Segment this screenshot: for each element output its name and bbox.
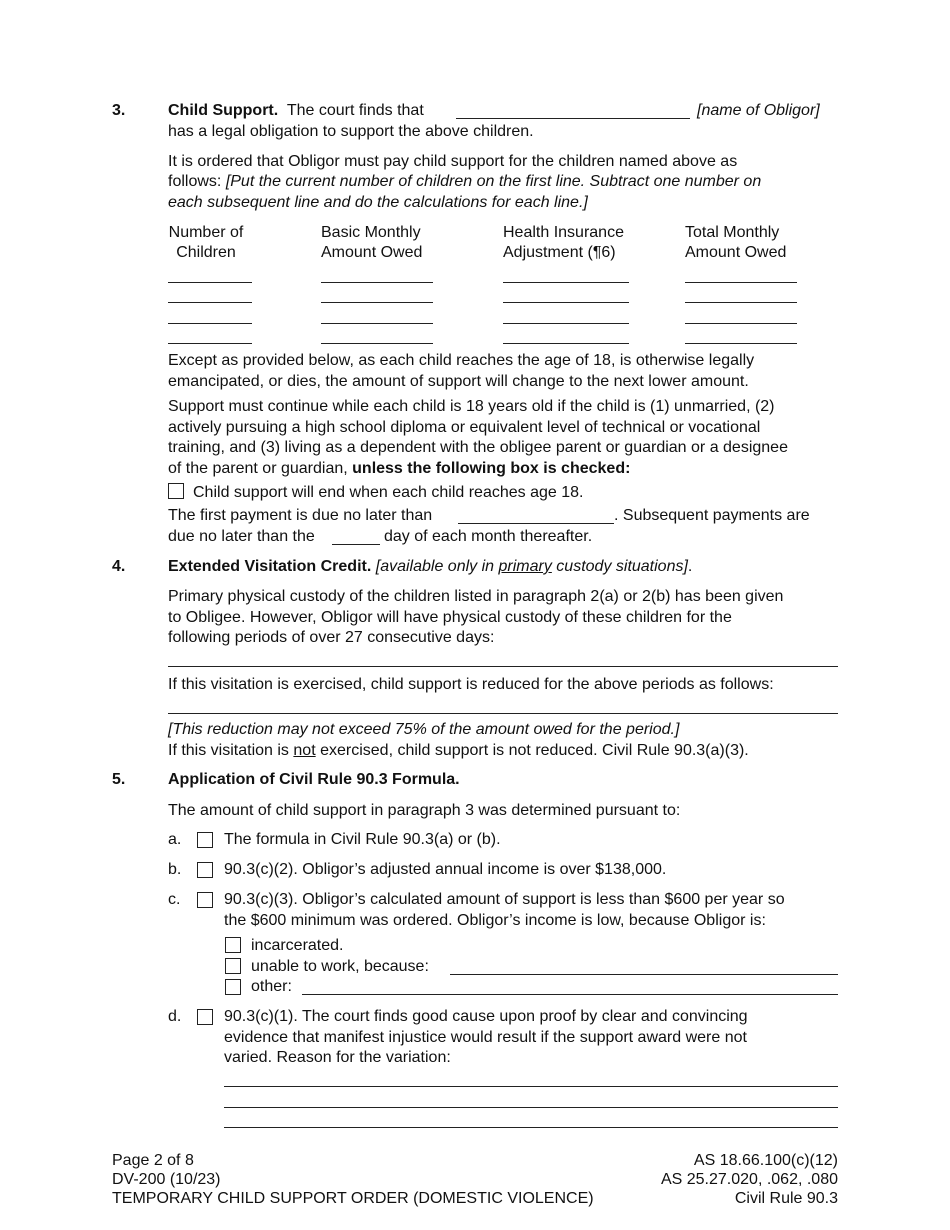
health-field-row-3[interactable] [503,323,629,324]
footer-page: Page 2 of 8 [112,1152,194,1169]
option-b-label: b. [168,861,182,878]
section-5-title: Application of Civil Rule 90.3 Formula. [168,771,460,788]
col-header-line: Adjustment (¶6) [503,244,616,261]
option-d-label: d. [168,1008,182,1025]
health-field-row-1[interactable] [503,282,629,283]
continue-text-4b: unless the following box is checked: [352,460,631,477]
section-4-number: 4. [112,558,126,575]
subsequent-text: . Subsequent payments are [614,507,810,524]
option-d-text-1: 90.3(c)(1). The court finds good cause upon proof by clear and convincing [224,1008,748,1025]
col-header-line: Basic Monthly [321,224,421,241]
total-field-row-4[interactable] [685,343,797,344]
option-d-text-2: evidence that manifest injustice would result if the support award were not [224,1029,747,1046]
except-text-2: emancipated, or dies, the amount of support will change to the next lower amount. [168,373,749,390]
option-c-text-1: 90.3(c)(3). Obligor’s calculated amount of support is less than $600 per year so [224,891,785,908]
col-header-children [164,223,248,263]
due-text-a: due no later than the [168,528,315,545]
health-field-row-2[interactable] [503,302,629,303]
total-field-row-2[interactable] [685,302,797,303]
option-a-text: The formula in Civil Rule 90.3(a) or (b). [224,831,501,848]
basic-field-row-1[interactable] [321,282,433,283]
custody-text-2: to Obligee. However, Obligor will have physical custody of these children for the [168,609,732,626]
not-exercised-b: exercised, child support is not reduced. Civil Rule 90.3(a)(3). [320,742,749,759]
section-3-intro-cont: has a legal obligation to support the above children. [168,123,534,140]
first-payment-text: The first payment is due no later than [168,507,433,524]
option-a-checkbox[interactable] [197,832,213,848]
footer-ref-2: AS 25.27.020, .062, .080 [660,1171,838,1188]
continue-text-4a: of the parent or guardian, [168,460,348,477]
section-4-hint-primary: primary [498,558,552,575]
basic-field-row-2[interactable] [321,302,433,303]
col-header-line: Health Insurance [503,224,624,241]
order-text-1: It is ordered that Obligor must pay child support for the children named above as [168,153,738,170]
total-field-row-1[interactable] [685,282,797,283]
reduction-limit-text: [This reduction may not exceed 75% of the amount owed for the period.] [168,721,680,738]
section-4-hint-b: custody situations] [556,558,688,575]
other-checkbox[interactable] [225,979,241,995]
option-c-text-2: the $600 minimum was ordered. Obligor’s income is low, because Obligor is: [224,912,766,929]
col-header-line: Total Monthly [685,224,780,241]
section-5-number: 5. [112,771,126,788]
not-exercised-a: If this visitation is [168,742,289,759]
option-c-checkbox[interactable] [197,892,213,908]
children-field-row-2[interactable] [168,302,252,303]
option-d-text-3: varied. Reason for the variation: [224,1049,451,1066]
option-b-checkbox[interactable] [197,862,213,878]
option-c-label: c. [168,891,181,908]
col-header-line: Children [176,244,236,261]
section-4-hint-a: [available only in [375,558,495,575]
children-field-row-1[interactable] [168,282,252,283]
option-a-label: a. [168,831,182,848]
continue-text-4 [168,459,630,479]
order-text-2 [168,172,761,192]
health-field-row-4[interactable] [503,343,629,344]
footer-right [661,1151,838,1208]
section-3-number: 3. [112,102,126,119]
continue-text-2: actively pursuing a high school diploma or equivalent level of technical or vocational [168,419,761,436]
footer-left [112,1151,594,1208]
due-text-b: day of each month thereafter. [384,528,593,545]
visitation-periods-field[interactable] [168,666,838,667]
unable-to-work-reason-field[interactable] [450,974,838,975]
children-field-row-4[interactable] [168,343,252,344]
order-hint-1: [Put the current number of children on the first line. Subtract one number on [225,173,762,190]
custody-text-3: following periods of over 27 consecutive days: [168,629,495,646]
section-4-heading-line [168,557,692,577]
reduction-field[interactable] [168,713,838,714]
option-d-checkbox[interactable] [197,1009,213,1025]
reduced-text: If this visitation is exercised, child support is reduced for the above periods as follows: [168,676,774,693]
end-at-18-checkbox[interactable] [168,483,184,499]
footer-ref-1: AS 18.66.100(c)(12) [693,1152,838,1169]
col-header-line: Number of [168,224,244,241]
col-header-total [685,223,786,263]
except-text-1: Except as provided below, as each child reaches the age of 18, is otherwise legally [168,352,755,369]
incarcerated-label: incarcerated. [251,937,344,954]
unable-to-work-checkbox[interactable] [225,958,241,974]
section-4-hint-end: . [687,558,693,575]
section-3-title: Child Support. [168,102,279,119]
due-day-field[interactable] [332,544,380,545]
footer-ref-3: Civil Rule 90.3 [734,1190,838,1207]
children-field-row-3[interactable] [168,323,252,324]
continue-text-1: Support must continue while each child is 18 years old if the child is (1) unmarried, (2) [168,398,775,415]
continue-text-3: training, and (3) living as a dependent with the obligee parent or guardian or a designee [168,439,788,456]
section-3-intro: The court finds that [286,102,424,119]
custody-text-1: Primary physical custody of the children listed in paragraph 2(a) or 2(b) has been given [168,588,784,605]
col-header-line: Amount Owed [321,244,423,261]
col-header-health [503,223,624,263]
section-3-heading-line [168,101,424,121]
footer-form-number: DV-200 (10/23) [112,1171,221,1188]
basic-field-row-4[interactable] [321,343,433,344]
footer-form-title: TEMPORARY CHILD SUPPORT ORDER (DOMESTIC VIOLENCE) [112,1190,594,1207]
section-4-title: Extended Visitation Credit. [168,558,372,575]
variation-reason-field-3[interactable] [224,1127,838,1128]
section-5-intro: The amount of child support in paragraph 3 was determined pursuant to: [168,802,681,819]
col-header-line: Amount Owed [685,244,787,261]
other-reason-field[interactable] [302,994,838,995]
first-payment-date-field[interactable] [458,523,614,524]
other-label: other: [251,978,292,995]
option-b-text: 90.3(c)(2). Obligor’s adjusted annual income is over $138,000. [224,861,667,878]
basic-field-row-3[interactable] [321,323,433,324]
obligor-hint: [name of Obligor] [697,102,820,119]
col-header-basic [321,223,422,263]
variation-reason-field-2[interactable] [224,1107,838,1108]
obligor-name-field[interactable] [456,118,690,119]
unable-to-work-label: unable to work, because: [251,958,429,975]
variation-reason-field-1[interactable] [224,1086,838,1087]
order-lead: follows: [168,173,222,190]
end-at-18-label: Child support will end when each child reaches age 18. [193,484,584,501]
not-exercised-text [168,741,749,761]
incarcerated-checkbox[interactable] [225,937,241,953]
not-exercised-not: not [293,742,316,759]
total-field-row-3[interactable] [685,323,797,324]
order-hint-2: each subsequent line and do the calculations for each line.] [168,194,588,211]
